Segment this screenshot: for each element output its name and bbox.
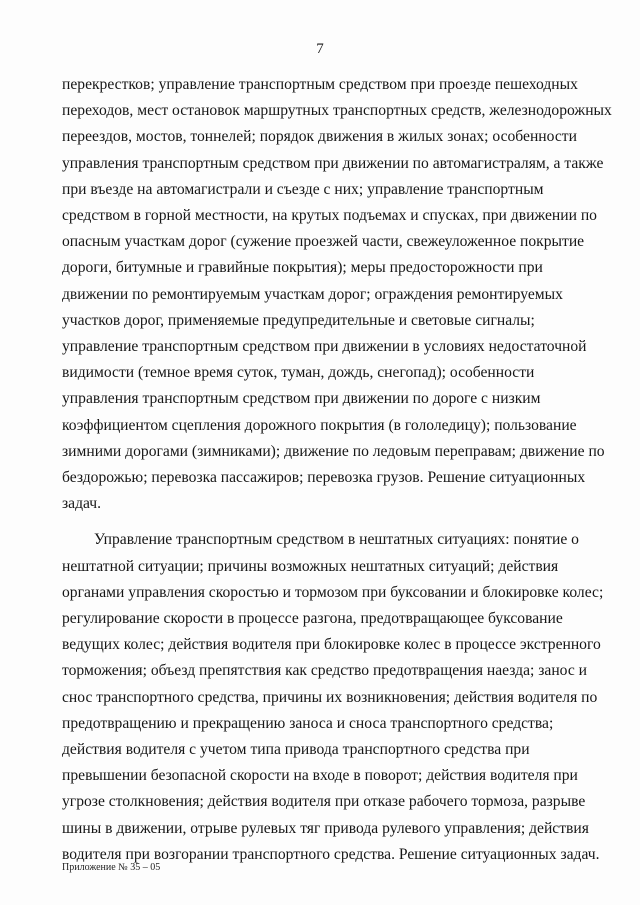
document-body: [62, 72, 612, 868]
page-number: 7: [316, 41, 324, 57]
paragraph-continuation: перекрестков; управление транспортным средством при проезде пешеходных переходов, мест остановок маршрутных транспортных средств, железнодорожных переездов, мостов, тоннелей; порядок движения в жилых зонах; особенности управления транспортным средством при движении по автомагистралям, а также при въезде на автомагистрали и съезде с них; управление транспортным средством в горной местности, на крутых подъемах и спусках, при движении по опасным участкам дорог (сужение проезжей части, свежеуложенное покрытие дороги, битумные и гравийные покрытия); меры предосторожности при движении по ремонтируемым участкам дорог; ограждения ремонтируемых участков дорог, применяемые предупредительные и световые сигналы; управление транспортным средством при движении в условиях недостаточной видимости (темное время суток, туман, дождь, снегопад); особенности управления транспортным средством при движении по дороге с низким коэффициентом сцепления дорожного покрытия (в гололедицу); пользование зимними дорогами (зимниками); движение по ледовым переправам; движение по бездорожью; перевозка пассажиров; перевозка грузов. Решение ситуационных задач.: [62, 76, 612, 513]
paragraph-emergency-situations: Управление транспортным средством в нештатных ситуациях: понятие о нештатной ситуации; причины возможных нештатных ситуаций; действия органами управления скоростью и тормозом при буксовании и блокировке колес; регулирование скорости в процессе разгона, предотвращающее буксование ведущих колес; действия водителя при блокировке колес в процессе экстренного торможения; объезд препятствия как средство предотвращения наезда; занос и снос транспортного средства, причины их возникновения; действия водителя по предотвращению и прекращению заноса и сноса транспортного средства; действия водителя с учетом типа привода транспортного средства при превышении безопасной скорости на входе в поворот; действия водителя при угрозе столкновения; действия водителя при отказе рабочего тормоза, разрыве шины в движении, отрыве рулевых тяг привода рулевого управления; действия водителя при возгорании транспортного средства. Решение ситуационных задач.: [62, 531, 604, 863]
document-footer: Приложение № 35 – 05: [62, 862, 161, 873]
